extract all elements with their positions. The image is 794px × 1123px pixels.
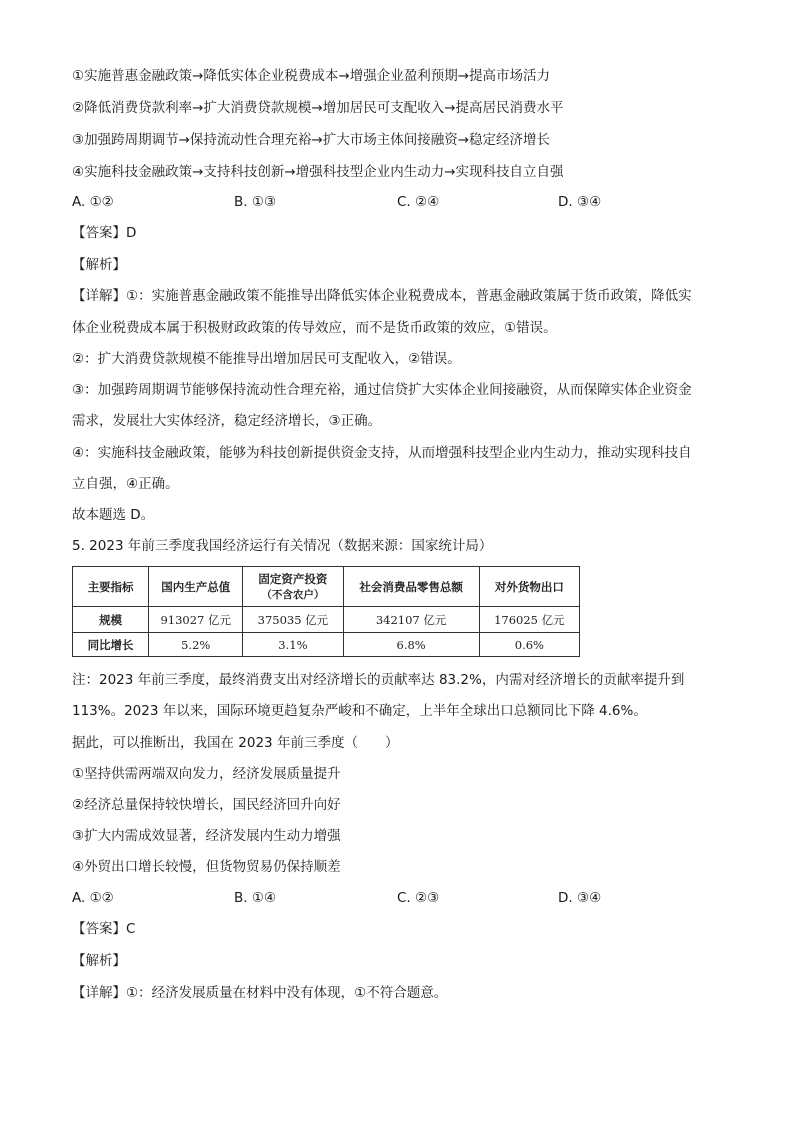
q4-option-1: ①实施普惠金融政策→降低实体企业税费成本→增强企业盈利预期→提高市场活力: [72, 68, 551, 84]
table-header-cell: 主要指标: [73, 567, 149, 607]
table-cell: 6.8%: [343, 633, 479, 657]
header-main: 固定资产投资: [258, 572, 328, 586]
table-header-cell: 国内生产总值: [149, 567, 243, 607]
table-cell: 同比增长: [73, 633, 149, 657]
q5-answer-label: 【答案】: [72, 921, 126, 937]
q5-choice-c: C. ②③: [397, 890, 440, 906]
table-header-cell: 社会消费品零售总额: [343, 567, 479, 607]
q4-choice-b: B. ①③: [234, 194, 277, 210]
q5-choice-d: D. ③④: [558, 890, 602, 906]
table-row: [73, 633, 580, 657]
q4-choices: [72, 192, 722, 212]
q5-option-1: ①坚持供需两端双向发力，经济发展质量提升: [72, 766, 341, 782]
table-header-cell: [243, 567, 343, 607]
table-cell: 375035 亿元: [243, 607, 343, 633]
q4-option-4: ④实施科技金融政策→支持科技创新→增强科技型企业内生动力→实现科技自立自强: [72, 164, 564, 180]
q4-choice-d: D. ③④: [558, 194, 602, 210]
q4-answer: [72, 223, 136, 243]
table-cell: 913027 亿元: [149, 607, 243, 633]
q5-answer-value: C: [126, 921, 136, 937]
table-header-cell: 对外货物出口: [479, 567, 579, 607]
q5-option-2: ②经济总量保持较快增长，国民经济回升向好: [72, 797, 341, 813]
table-cell: 342107 亿元: [343, 607, 479, 633]
table-header-row: [73, 567, 580, 607]
q5-data-table: [72, 566, 580, 656]
q4-detail-line-6: ④：实施科技金融政策，能够为科技创新提供资金支持，从而增强科技型企业内生动力，推动实现科技自: [72, 445, 692, 461]
q4-detail-line-1: 【详解】①：实施普惠金融政策不能推导出降低实体企业税费成本，普惠金融政策属于货币政策，降低实: [72, 288, 692, 304]
q4-detail-line-4: ③：加强跨周期调节能够保持流动性合理充裕，通过信贷扩大实体企业间接融资，从而保障实体企业资金: [72, 382, 692, 398]
q4-detail-line-7: 立自强，④正确。: [72, 476, 179, 492]
table-cell: 规模: [73, 607, 149, 633]
q4-analysis-label: 【解析】: [72, 257, 126, 273]
q4-detail-line-3: ②：扩大消费贷款规模不能推导出增加居民可支配收入，②错误。: [72, 351, 461, 367]
q5-option-4: ④外贸出口增长较慢，但货物贸易仍保持顺差: [72, 859, 341, 875]
q5-note-line-2: 113%。2023 年以来，国际环境更趋复杂严峻和不确定，上半年全球出口总额同比下降 4.6%。: [72, 703, 647, 719]
q5-stem: 5. 2023 年前三季度我国经济运行有关情况（数据来源：国家统计局）: [72, 538, 493, 554]
q5-note-line-1: 注：2023 年前三季度，最终消费支出对经济增长的贡献率达 83.2%，内需对经济增长的贡献率提升到: [72, 672, 685, 688]
header-sub: （不含农户）: [261, 589, 325, 601]
q4-detail-line-5: 需求，发展壮大实体经济，稳定经济增长，③正确。: [72, 413, 382, 429]
q5-choice-b: B. ①④: [234, 890, 277, 906]
q4-choice-c: C. ②④: [397, 194, 440, 210]
q4-choice-a: A. ①②: [72, 194, 114, 210]
q4-conclusion: 故本题选 D。: [72, 507, 155, 523]
table-cell: 0.6%: [479, 633, 579, 657]
q4-option-2: ②降低消费贷款利率→扩大消费贷款规模→增加居民可支配收入→提高居民消费水平: [72, 100, 564, 116]
q4-option-3: ③加强跨周期调节→保持流动性合理充裕→扩大市场主体间接融资→稳定经济增长: [72, 132, 551, 148]
q5-choices: [72, 888, 722, 908]
table-cell: 176025 亿元: [479, 607, 579, 633]
q4-detail-line-2: 体企业税费成本属于积极财政政策的传导效应，而不是货币政策的效应，①错误。: [72, 320, 557, 336]
q4-answer-label: 【答案】: [72, 225, 126, 241]
q5-analysis-label: 【解析】: [72, 953, 126, 969]
q5-detail-line-1: 【详解】①：经济发展质量在材料中没有体现，①不符合题意。: [72, 985, 448, 1001]
table-cell: 3.1%: [243, 633, 343, 657]
q5-answer: [72, 919, 135, 939]
table-row: [73, 607, 580, 633]
table-cell: 5.2%: [149, 633, 243, 657]
q5-question: 据此，可以推断出，我国在 2023 年前三季度（ ）: [72, 735, 399, 751]
q5-choice-a: A. ①②: [72, 890, 114, 906]
q4-answer-value: D: [126, 225, 137, 241]
q5-option-3: ③扩大内需成效显著，经济发展内生动力增强: [72, 828, 341, 844]
